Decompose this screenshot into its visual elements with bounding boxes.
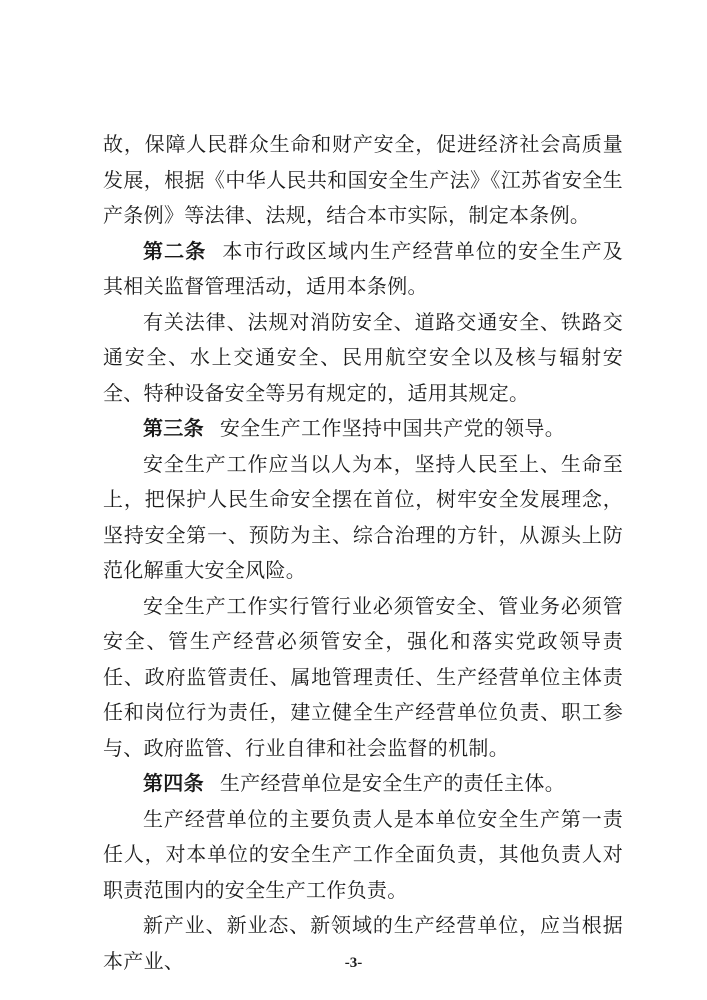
article-heading: 第二条 (143, 238, 207, 263)
article-2-paragraph (103, 234, 623, 305)
paragraph-text: 生产经营单位是安全生产的责任主体。 (219, 771, 566, 795)
article-3-paragraph (103, 411, 623, 447)
paragraph-text: 安全生产工作坚持中国共产党的领导。 (219, 416, 566, 440)
paragraph-text: 生产经营单位的主要负责人是本单位安全生产第一责任人，对本单位的安全生产工作全面负责，其他负责人对职责范围内的安全生产工作负责。 (103, 806, 623, 902)
paragraph-text: 故，保障人民群众生命和财产安全，促进经济社会高质量发展，根据《中华人民共和国安全生产法》《江苏省安全生产条例》等法律、法规，结合本市实际，制定本条例。 (103, 132, 623, 227)
paragraph-5 (103, 447, 623, 589)
paragraph-text: 有关法律、法规对消防安全、道路交通安全、铁路交通安全、水上交通安全、民用航空安全以及核与辐射安全、特种设备安全等另有规定的，适用其规定。 (103, 309, 623, 405)
article-heading: 第四条 (143, 771, 204, 795)
paragraph-text: 安全生产工作实行管行业必须管安全、管业务必须管安全、管生产经营必须管安全，强化和落实党政领导责任、政府监管责任、属地管理责任、生产经营单位主体责任和岗位行为责任，建立健全生产经营单位负责、职工参与、政府监管、行业自律和社会监督的机制。 (103, 593, 623, 760)
paragraph-3 (103, 305, 623, 412)
article-heading: 第三条 (143, 416, 204, 440)
paragraph-text: 新产业、新业态、新领域的生产经营单位，应当根据本产业、 (103, 913, 623, 973)
paragraph-text: 安全生产工作应当以人为本，坚持人民至上、生命至上，把保护人民生命安全摆在首位，树牢安全发展理念，坚持安全第一、预防为主、综合治理的方针，从源头上防范化解重大安全风险。 (103, 451, 623, 582)
body-text (103, 127, 623, 979)
paragraph-8 (103, 802, 623, 909)
article-4-paragraph (103, 766, 623, 802)
paragraph-6 (103, 589, 623, 767)
paragraph-1 (103, 127, 623, 234)
page-number: -3- (344, 955, 363, 971)
paragraph-text: 本市行政区域内生产经营单位的安全生产及其相关监督管理活动，适用本条例。 (103, 238, 623, 298)
